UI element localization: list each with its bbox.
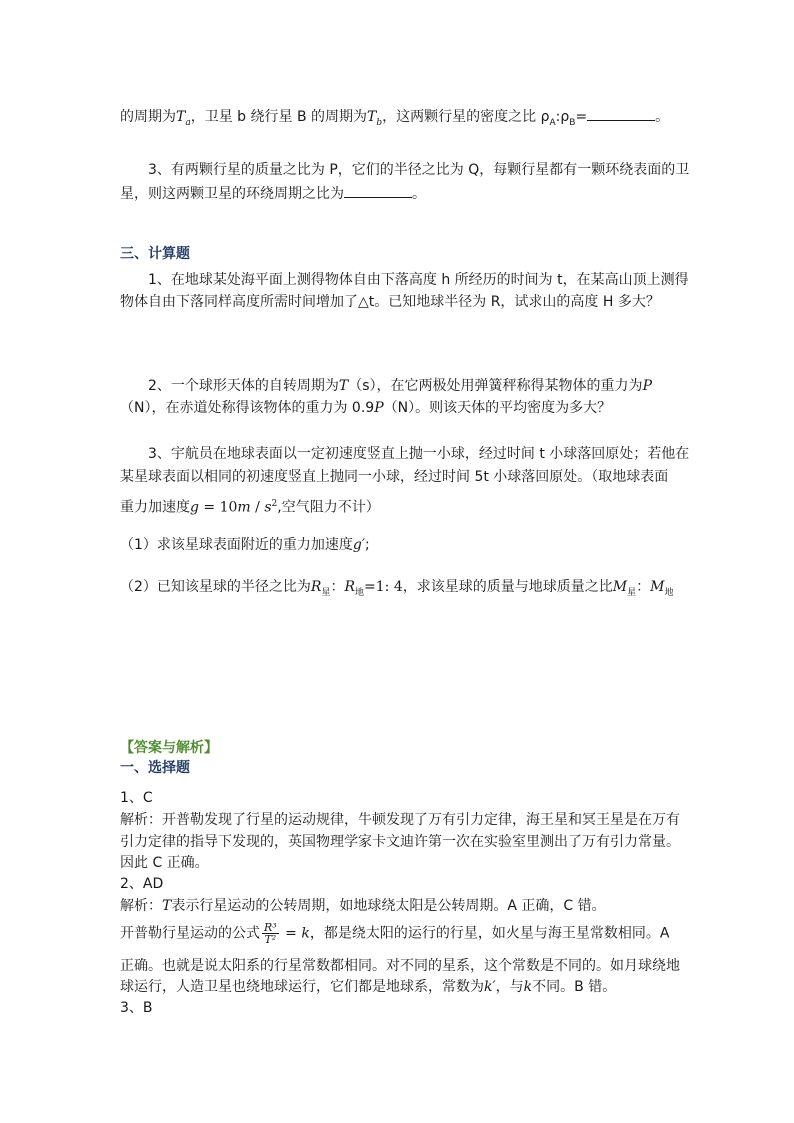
text: 星，则这两颗卫星的环绕周期之比为 <box>120 186 344 202</box>
text-line <box>120 977 616 997</box>
text: =1: 4 <box>364 579 403 595</box>
text: 解析： <box>120 898 162 914</box>
text-line: 3、B <box>120 1000 153 1016</box>
subscript: 地 <box>355 587 365 598</box>
denominator: T² <box>264 933 277 946</box>
text: （s），在它两极处用弹簧秤称得某物体的重力为 <box>348 378 643 394</box>
symbol: M <box>612 579 628 595</box>
text-line <box>120 106 669 133</box>
symbol: s <box>264 499 272 516</box>
text-line: 某星球表面以相同的初速度竖直上抛同一小球，经过时间 5t 小球落回原处。（取地球表面 <box>120 469 669 485</box>
text-line: 3、有两颗行星的质量之比为 P，它们的半径之比为 Q，每颗行星都有一颗环绕表面的卫 <box>148 162 690 178</box>
text-line <box>120 922 669 945</box>
text-line: 正确。也就是说太阳系的行星常数都相同。对不同的星系，这个常数是不同的。如月球绕地 <box>120 958 680 974</box>
symbol: M <box>650 579 665 595</box>
symbol-Tb: T <box>367 109 377 125</box>
text: 2、一个球形天体的自转周期为 <box>148 378 339 394</box>
symbol: P <box>374 400 384 416</box>
text-line <box>120 398 611 418</box>
text-line <box>120 376 652 396</box>
fraction <box>262 922 279 945</box>
symbol: g <box>190 499 199 516</box>
text: （1）求该星球表面附近的重力加速度 <box>120 537 353 553</box>
text: ，求该星球的质量与地球质量之比 <box>402 579 613 595</box>
numerator: R³ <box>264 921 277 934</box>
section-heading: 三、计算题 <box>120 246 190 262</box>
superscript: 2 <box>271 499 278 509</box>
text-line: 物体自由下落同样高度所需时间增加了△t。已知地球半径为 R，试求山的高度 H 多大？ <box>120 294 660 310</box>
text-line: 解析：开普勒发现了行星的运动规律，牛顿发现了万有引力定律，海王星和冥王星是在万有 <box>120 812 680 828</box>
text-line <box>120 183 426 204</box>
symbol: k <box>523 979 533 995</box>
symbol: k <box>301 925 310 942</box>
text-line: 1、在地球某处海平面上测得物体自由下落高度 h 所经历的时间为 t，在某高山顶上测得 <box>148 272 689 288</box>
text-line <box>120 535 370 555</box>
symbol-Ta: T <box>176 109 186 125</box>
subscript: 星 <box>321 587 331 598</box>
text: ，卫星 b 绕行星 B 的周期为 <box>190 109 368 125</box>
text: ，这两颗行星的密度之比 ρ <box>382 109 550 125</box>
text-line: 1、C <box>120 790 153 806</box>
text-line <box>120 577 673 603</box>
answer-blank <box>587 106 655 121</box>
text: ： <box>636 579 651 595</box>
symbol: R <box>310 579 322 595</box>
subscript: B <box>569 117 576 128</box>
subscript: 地 <box>664 587 674 598</box>
text: （N），在赤道处称得该物体的重力为 0.9 <box>120 400 375 416</box>
text: = <box>575 109 588 125</box>
symbol: m <box>237 499 251 516</box>
text-line: 引力定律的指导下发现的，英国物理学家卡文迪许第一次在实验室里测出了万有引力常量。 <box>120 834 680 850</box>
text: 的周期为 <box>120 109 176 125</box>
text-line: 2、AD <box>120 876 164 892</box>
text-line: 因此 C 正确。 <box>120 855 209 871</box>
symbol: R <box>344 579 356 595</box>
text: 。 <box>655 109 670 125</box>
answer-blank <box>344 183 412 198</box>
subscript: a <box>185 117 191 128</box>
text: ,空气阻力不计） <box>277 499 380 516</box>
text: 开普勒行星运动的公式 <box>120 925 260 942</box>
text-line: 3、宇航员在地球表面以一定初速度竖直上抛一小球，经过时间 t 小球落回原处；若他在 <box>148 446 690 462</box>
answer-heading: 【答案与解析】 <box>120 740 218 756</box>
text: 不同。B 错。 <box>532 979 617 995</box>
text-line <box>120 494 380 518</box>
text-line <box>120 896 606 916</box>
symbol: T <box>338 378 349 394</box>
text: ; <box>365 537 370 553</box>
text: 表示行星运动的公转周期，如地球绕太阳是公转周期。A 正确，C 错。 <box>171 898 606 914</box>
subscript: b <box>376 117 383 128</box>
text: （N）。则该天体的平均密度为多大？ <box>383 400 612 416</box>
symbol: P <box>642 378 652 394</box>
text: （2）已知该星球的半径之比为 <box>120 579 311 595</box>
text: = 10 <box>198 499 238 516</box>
text: = <box>280 925 302 942</box>
text: 。 <box>412 186 426 202</box>
text: ，与 <box>495 979 524 995</box>
symbol: T <box>162 898 172 914</box>
section-heading: 一、选择题 <box>120 760 190 776</box>
symbol: g′ <box>352 537 366 553</box>
symbol: k′ <box>484 979 496 995</box>
text: 重力加速度 <box>120 499 190 516</box>
text: ，都是绕太阳的运行的行星，如火星与海王星常数相同。A <box>309 925 670 942</box>
subscript: A <box>549 117 556 128</box>
subscript: 星 <box>627 587 637 598</box>
text: / <box>250 499 265 516</box>
text: :ρ <box>555 109 570 125</box>
text: ： <box>330 579 345 595</box>
text: 球运行，人造卫星也绕地球运行，它们都是地球系，常数为 <box>120 979 484 995</box>
